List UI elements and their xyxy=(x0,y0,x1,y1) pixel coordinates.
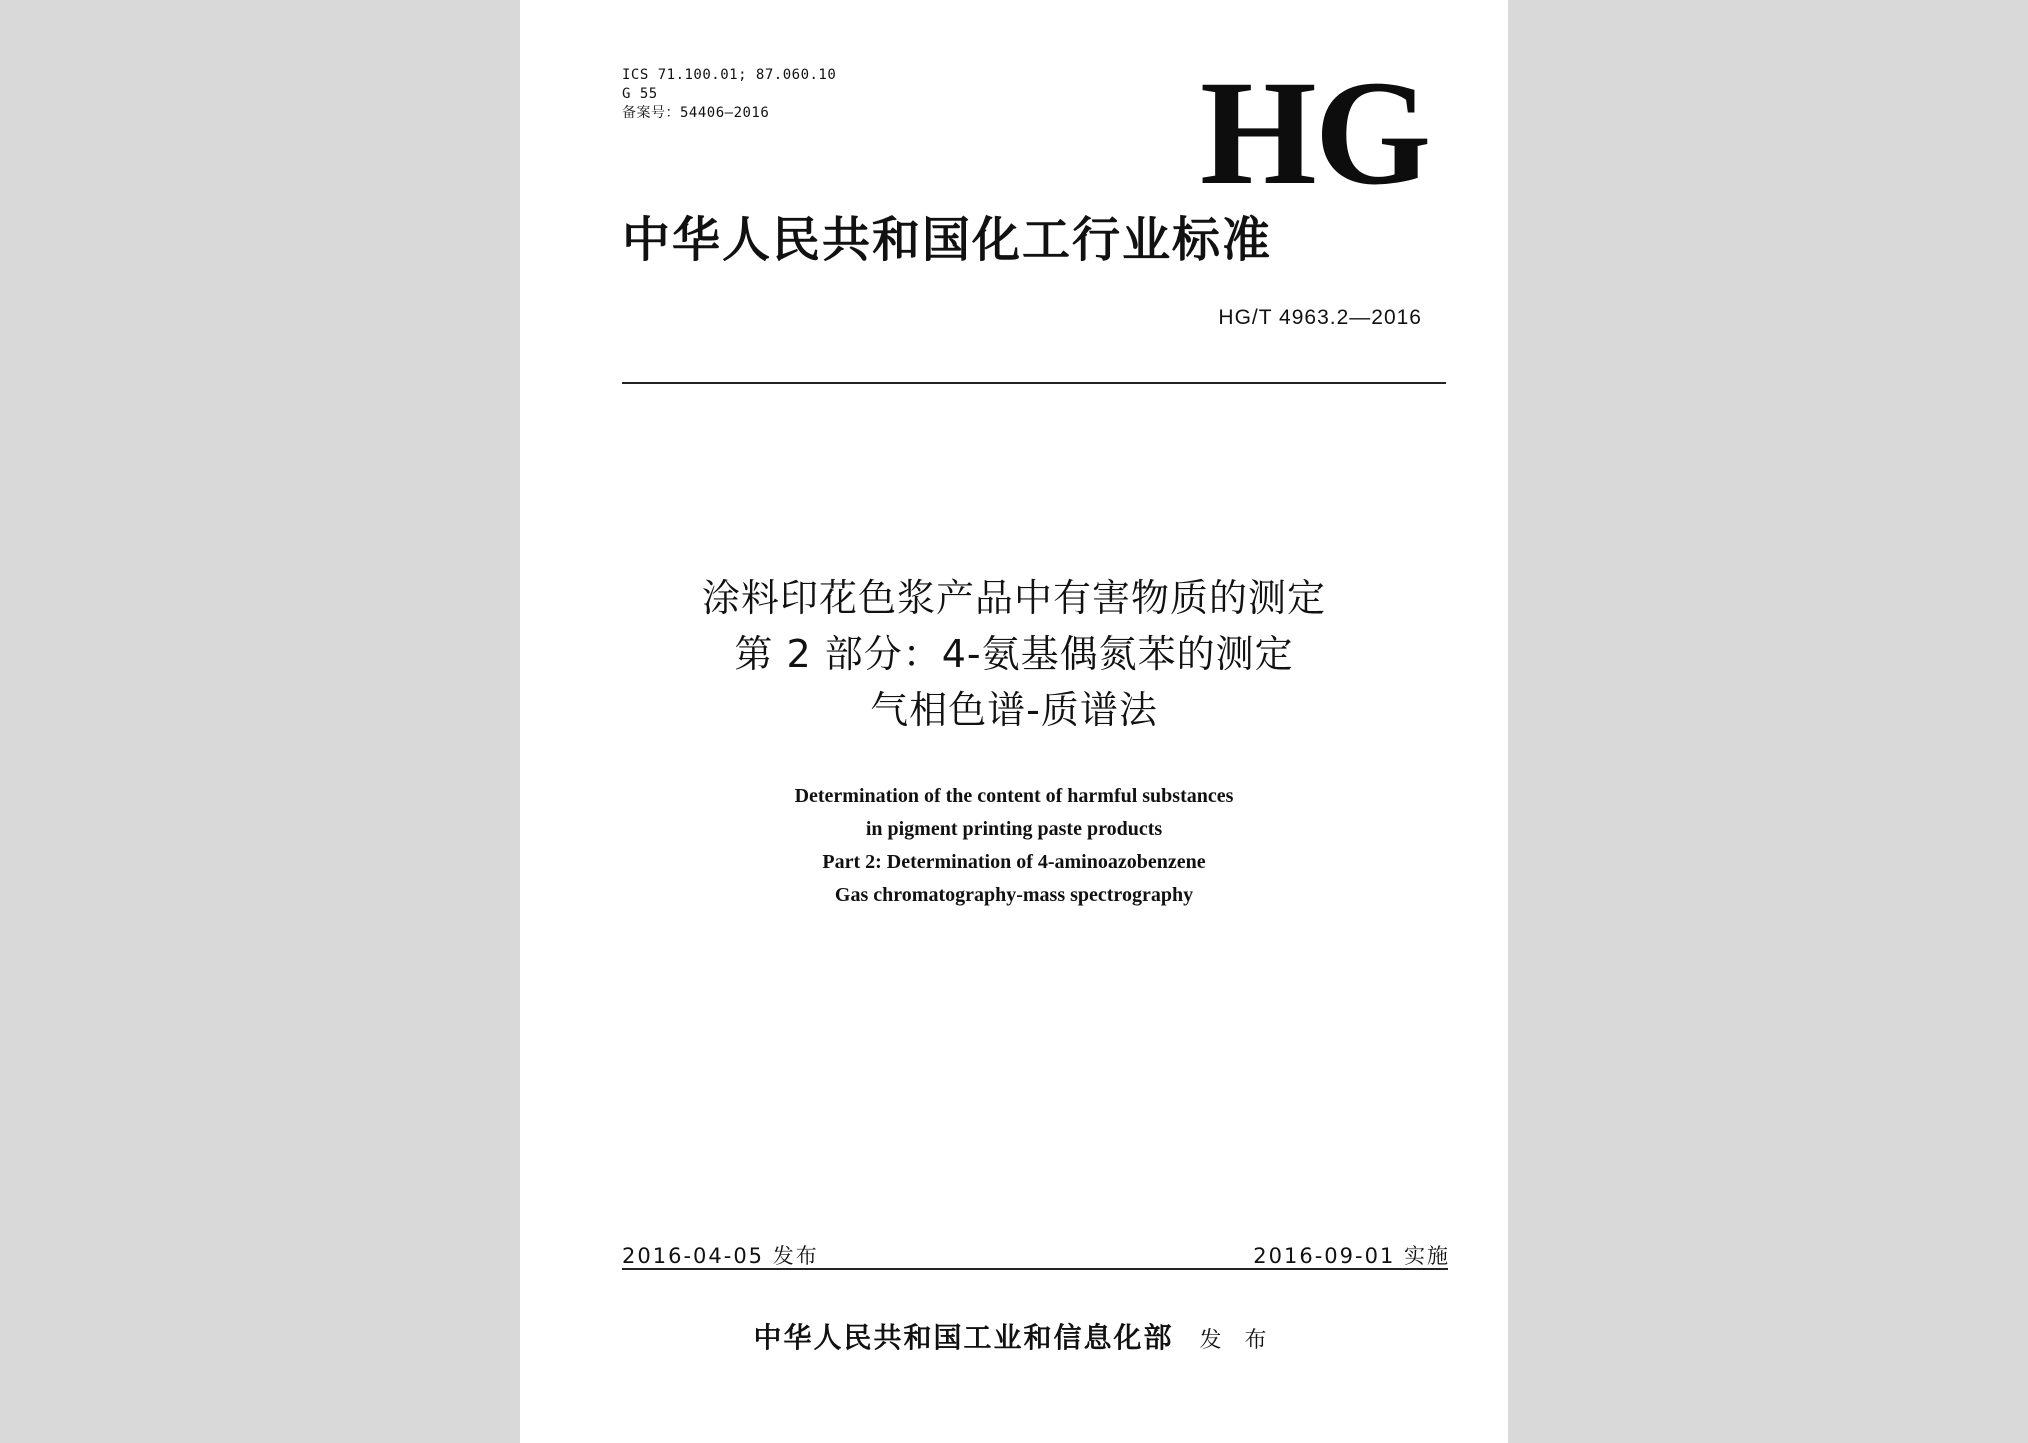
chinese-title xyxy=(520,570,1508,738)
class-code: G 55 xyxy=(622,86,658,102)
standard-code: HG/T 4963.2—2016 xyxy=(1218,306,1422,329)
english-title-line-3: Part 2: Determination of 4-aminoazobenzene xyxy=(822,851,1206,873)
bottom-divider xyxy=(622,1268,1448,1270)
english-title xyxy=(520,780,1508,912)
document-page xyxy=(520,0,1508,1443)
ics-code: ICS 71.100.01; 87.060.10 xyxy=(622,67,837,83)
chinese-title-line-3: 气相色谱-质谱法 xyxy=(870,688,1158,732)
issuer-action: 发 布 xyxy=(1199,1328,1275,1353)
chinese-title-line-1: 涂料印花色浆产品中有害物质的测定 xyxy=(701,576,1326,620)
english-title-line-1: Determination of the content of harmful substances xyxy=(794,785,1234,807)
release-date: 2016-04-05 发布 xyxy=(622,1244,819,1268)
standard-type-heading: 中华人民共和国化工行业标准 xyxy=(622,212,1273,268)
english-title-line-4: Gas chromatography-mass spectrography xyxy=(834,884,1194,906)
hg-logo: HG xyxy=(1200,50,1430,216)
english-title-line-2: in pigment printing paste products xyxy=(865,818,1163,840)
chinese-title-line-2: 第 2 部分：4-氨基偶氮苯的测定 xyxy=(734,632,1294,676)
issuer-name: 中华人民共和国工业和信息化部 xyxy=(753,1321,1174,1354)
implement-date: 2016-09-01 实施 xyxy=(1253,1244,1450,1268)
issuer-line xyxy=(520,1316,1508,1356)
record-number: 备案号：54406—2016 xyxy=(622,105,770,121)
top-divider xyxy=(622,382,1446,384)
classification-block xyxy=(622,66,836,123)
